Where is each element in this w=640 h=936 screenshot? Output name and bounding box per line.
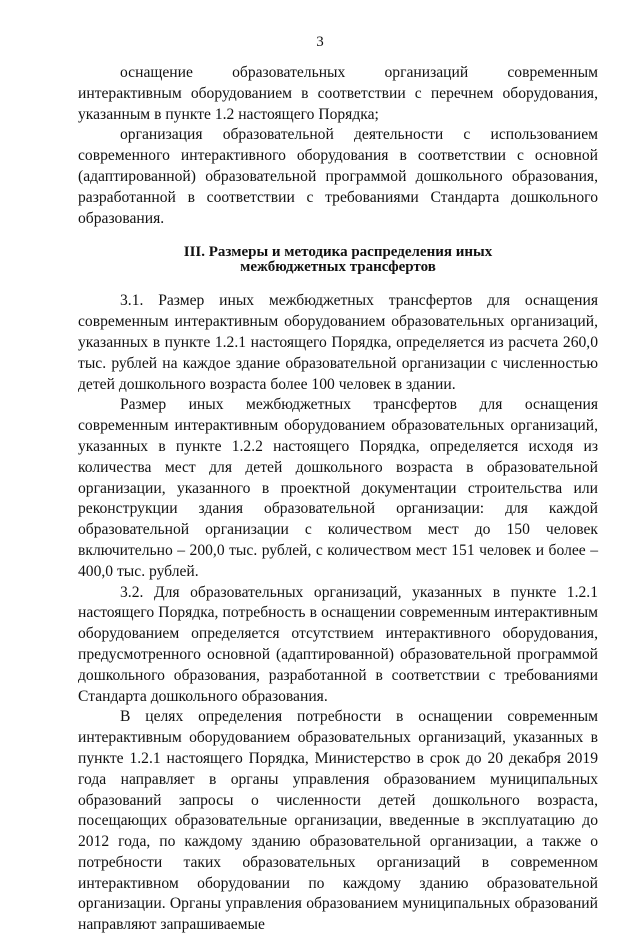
page-number: 3: [316, 34, 324, 50]
section-heading-line-1: III. Размеры и методика распределения иных: [183, 244, 493, 261]
section-heading: [78, 245, 598, 275]
section-heading-line-2: межбюджетных трансфертов: [240, 259, 436, 276]
paragraph-organization-activity: организация образовательной деятельности с использованием современного интерактивного оборудования в соответствии с основной (адаптированной) образовательной программой дошкольного образования, разработанной в соответствии с требованиями Стандарта дошкольного образования.: [78, 126, 598, 227]
paragraph-need-determination: В целях определения потребности в оснащении современным интерактивным оборудованием образовательных организаций, указанных в пункте 1.2.1 настоящего Порядка, Министерство в срок до 20 декабря 2019 года направляет в органы управления образованием муниципальных образований запросы о численности детей дошкольного возраста, посещающих образовательные организации, введенные в эксплуатацию до 2012 года, по каждому зданию образовательной организации, а также о потребности таких образовательных организаций в современном интерактивном оборудовании по каждому зданию образовательной организации. Органы управления образованием муниципальных образований направляют запрашиваемые: [78, 708, 598, 934]
paragraph-3-1: 3.1. Размер иных межбюджетных трансфертов для оснащения современным интерактивным оборудованием образовательных организаций, указанных в пункте 1.2.1 настоящего Порядка, определяется из расчета 260,0 тыс. рублей на каждое здание образовательной организации с численностью детей дошкольного возраста более 100 человек в здании.: [78, 292, 598, 393]
document-body: [78, 63, 598, 936]
paragraph-3-2: 3.2. Для образовательных организаций, указанных в пункте 1.2.1 настоящего Порядка, потребность в оснащении современным интерактивным оборудованием определяется отсутствием интерактивного оборудования, предусмотренного основной (адаптированной) образовательной программой дошкольного образования, разработанной в соответствии с требованиями Стандарта дошкольного образования.: [78, 583, 598, 705]
paragraph-3-1-continued: Размер иных межбюджетных трансфертов для оснащения современным интерактивным оборудованием образовательных организаций, указанных в пункте 1.2.2 настоящего Порядка, определяется исходя из количества мест для детей дошкольного возраста в образовательной организации, указанного в проектной документации строительства или реконструкции здания образовательной организации: для каждой образовательной организации с количеством мест до 150 человек включительно – 200,0 тыс. рублей, с количеством мест 151 человек и более – 400,0 тыс. рублей.: [78, 396, 598, 580]
paragraph-equipping: оснащение образовательных организаций современным интерактивным оборудованием в соответствии с перечнем оборудования, указанным в пункте 1.2 настоящего Порядка;: [78, 64, 598, 123]
